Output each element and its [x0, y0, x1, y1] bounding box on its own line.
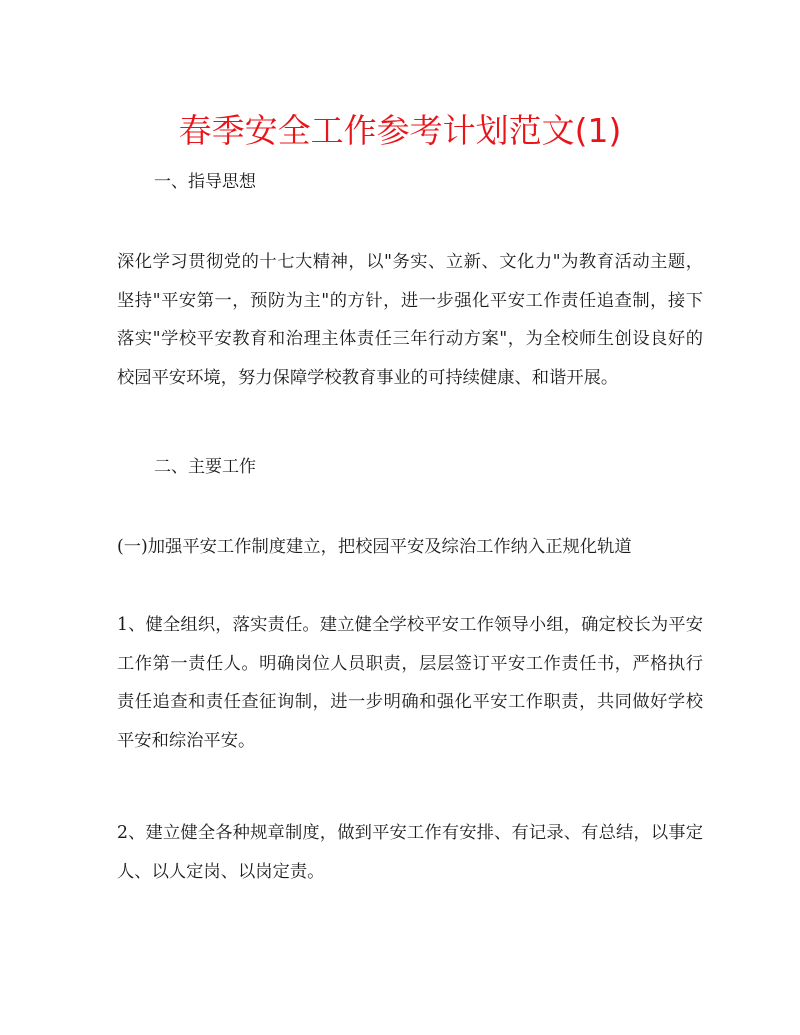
paragraph-item-1: 1、健全组织，落实责任。建立健全学校平安工作领导小组，确定校长为平安工作第一责任人。明确岗位人员职责，层层签订平安工作责任书，严格执行责任追查和责任查征询制，进一步明确和强化平安工作职责，共同做好学校平安和综治平安。 — [117, 615, 703, 751]
paragraph-subsection-1: (一)加强平安工作制度建立，把校园平安及综治工作纳入正规化轨道 — [117, 537, 632, 557]
paragraph-guiding-thought: 深化学习贯彻党的十七大精神，以"务实、立新、文化力"为教育活动主题，坚持"平安第一，预防为主"的方针，进一步强化平安工作责任追查制，接下落实"学校平安教育和治理主体责任三年行动方案"，为全校师生创设良好的校园平安环境，努力保障学校教育事业的可持续健康、和谐开展。 — [117, 252, 703, 388]
section-heading-main-work: 二、主要工作 — [154, 457, 256, 477]
page-title: 春季安全工作参考计划范文(1) — [178, 111, 622, 150]
paragraph-item-2: 2、建立健全各种规章制度，做到平安工作有安排、有记录、有总结，以事定人、以人定岗、以岗定责。 — [117, 823, 703, 882]
section-heading-guiding-thought: 一、指导思想 — [154, 172, 256, 192]
